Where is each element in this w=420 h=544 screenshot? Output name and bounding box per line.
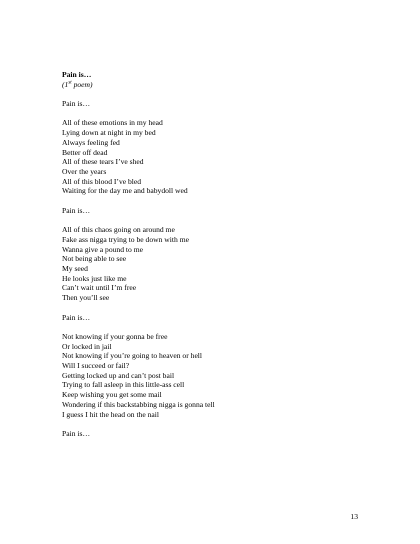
poem-line: Better off dead xyxy=(62,147,108,157)
poem-line: Will I succeed or fail? xyxy=(62,361,130,370)
poem-title: Pain is… xyxy=(62,70,92,79)
poem-line: Wondering if this backstabbing nigga is gonna tell xyxy=(62,399,215,409)
stanza-1 xyxy=(62,118,362,196)
refrain-line: Pain is… xyxy=(62,99,91,109)
stanza-2 xyxy=(62,225,362,303)
poem-subtitle-rest: poem) xyxy=(71,79,93,89)
poem-subtitle-ordinal: st xyxy=(68,80,72,86)
poem-subtitle-open: (1 xyxy=(62,79,69,89)
poem-line: Not being able to see xyxy=(62,254,127,264)
poem-line: Not knowing if your gonna be free xyxy=(62,331,168,341)
poem-line: Not knowing if you’re going to heaven or hell xyxy=(62,351,203,361)
poem-line: He looks just like me xyxy=(62,273,127,283)
poem-line: Then you’ll see xyxy=(62,293,110,303)
poem-subtitle xyxy=(62,80,362,90)
refrain-line: Pain is… xyxy=(62,312,91,322)
refrain-line: Pain is… xyxy=(62,428,91,438)
stanza-3 xyxy=(62,332,362,419)
poem-line: Always feeling fed xyxy=(62,137,120,147)
poem-line: Waiting for the day me and babydoll wed xyxy=(62,186,188,196)
poem-line: All of these tears I’ve shed xyxy=(62,157,144,167)
poem-line: All of this chaos going on around me xyxy=(62,225,175,235)
poem-line: Trying to fall asleep in this little-ass cell xyxy=(62,380,185,390)
refrain-line: Pain is… xyxy=(62,205,91,215)
poem-line: Getting locked up and can’t post bail xyxy=(62,370,175,380)
poem-line: Wanna give a pound to me xyxy=(62,244,143,254)
poem-line: Can’t wait until I’m free xyxy=(62,283,137,293)
poem-line: All of this blood I’ve bled xyxy=(62,176,142,186)
poem-line: All of these emotions in my head xyxy=(62,118,163,128)
poem-line: I guess I hit the head on the nail xyxy=(62,409,160,419)
poem-line: Fake ass nigga trying to be down with me xyxy=(62,234,189,244)
poem-line: Over the years xyxy=(62,167,107,176)
poem-line: Or locked in jail xyxy=(62,341,112,351)
page-number: 13 xyxy=(350,512,358,521)
poem-body xyxy=(62,70,362,439)
poem-line: Lying down at night in my bed xyxy=(62,128,156,138)
poem-line: Keep wishing you get some mail xyxy=(62,390,162,400)
poem-line: My seed xyxy=(62,264,88,273)
